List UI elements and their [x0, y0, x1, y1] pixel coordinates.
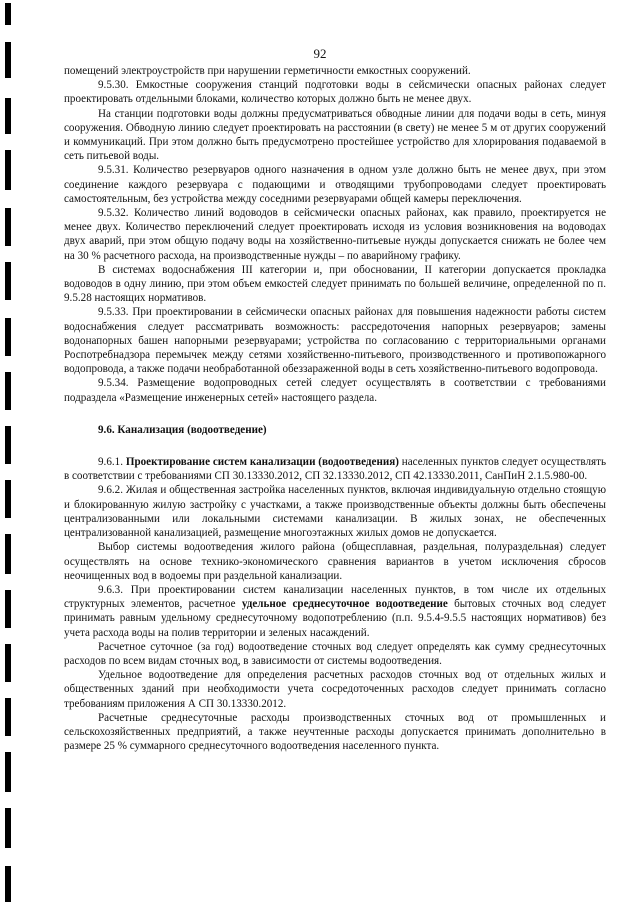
paragraph-continuation: помещений электроустройств при нарушении герметичности емкостных сооружений.	[64, 65, 471, 77]
paragraph-9-5-32: 9.5.32. Количество линий водоводов в сейсмически опасных районах, как правило, проектируется не менее двух. Количество переключений следует проектировать исходя из условия возникновения на водоводах двух аварий, при этом общую подачу воды на хозяйственно-питьевые нужды допускается снижать не более чем на 30 % расчетного расхода, на производственные нужды – по аварийному графику.	[64, 207, 606, 262]
paragraph-9-5-34: 9.5.34. Размещение водопроводных сетей следует осуществлять в соответствии с требованиями подраздела «Размещение инженерных сетей» настоящего раздела.	[64, 377, 606, 404]
paragraph-industrial-discharge: Расчетные среднесуточные расходы производственных сточных вод от промышленных и сельскохозяйственных предприятий, а также неучтенные расходы допускается принимать дополнительно в размере 25 % суммарного среднесуточного водоотведения населенного пункта.	[64, 711, 606, 753]
paragraph-9-5-33: 9.5.33. При проектировании в сейсмически опасных районах для повышения надежности работы систем водоснабжения следует рассматривать возможность: рассредоточения напорных резервуаров; замены водонапорных башен напорными резервуарами; устройства по согласованию с территориальными органами Роспотребнадзора перемычек между сетями хозяйственно-питьевого, производственного и противопожарного водопровода, а также подачи необработанной обеззараженной воды в сеть хозяйственно-питьевого водопровода.	[64, 306, 606, 376]
binding-marks	[5, 0, 13, 905]
paragraph-9-6-1	[64, 455, 606, 483]
paragraph-9-6-1-lead: 9.6.1.	[98, 456, 126, 469]
paragraph-9-6-2: 9.6.2. Жилая и общественная застройка населенных пунктов, включая индивидуальную отдельно стоящую и блокированную жилую застройку с участками, а также производственные объекты должны быть обеспечены централизованными или локальными системами канализации. В жилых зонах, не обеспеченных централизованной канализацией, размещение многоэтажных жилых домов не допускается.	[64, 484, 606, 540]
paragraph-9-6-3-bold: удельное среднесуточное водоотведение	[241, 598, 448, 611]
paragraph-9-6-3	[64, 583, 606, 640]
paragraph-9-6-1-bold: Проектирование систем канализации (водоотведения)	[125, 456, 399, 469]
paragraph-daily-discharge: Расчетное суточное (за год) водоотведение сточных вод следует определять как сумму среднесуточных расходов по всем видам сточных вод, в зависимости от системы водоотведения.	[64, 640, 606, 667]
paragraph-9-6-3-rest: бытовых сточных вод следует принимать равным удельному среднесуточному водопотреблению (п.п. 9.5.4-9.5.5 настоящих нормативов) без учета расхода воды на полив территории и зеленых насаждений.	[64, 598, 607, 639]
paragraph-water-supply-categories: В системах водоснабжения III категории и, при обосновании, II категории допускается прокладка водоводов в одну линию, при этом объем емкостей следует принимать по большей величине, определенной по п. 9.5.28 настоящих нормативов.	[64, 263, 606, 305]
paragraph-9-5-31: 9.5.31. Количество резервуаров одного назначения в одном узле должно быть не менее двух, при этом соединение каждого резервуара с подающими и отводящими трубопроводами следует проектировать самостоятельным, без устройства между соседними резервуарами общей камеры переключения.	[64, 164, 606, 205]
page-number: 92	[313, 46, 327, 61]
paragraph-specific-discharge: Удельное водоотведение для определения расчетных расходов сточных вод от отдельных жилых и общественных зданий при необходимости учета сосредоточенных расходов следует принимать согласно требованиям приложения А СП 30.13330.2012.	[64, 669, 606, 710]
paragraph-9-6-3-lead: 9.6.3. При проектировании систем канализации населенных пунктов, в том числе их отдельных структурных элементов, расчетное	[64, 583, 606, 611]
paragraph-9-6-1-rest: населенных пунктов следует осуществлять в соответствии с требованиями СП 30.13330.2012, СП 32.13330.2012, СП 42.13330.2011, СанПиН 2.1.5.980-00.	[64, 456, 606, 483]
section-heading-9-6: 9.6. Канализация (водоотведение)	[98, 423, 267, 436]
paragraph-system-choice: Выбор системы водоотведения жилого района (общесплавная, раздельная, полураздельная) следует осуществлять на основе технико-экономического сравнения вариантов в учетом исключения сбросов неочищенных вод в водоемы при раздельной канализации.	[64, 541, 606, 582]
paragraph-9-5-30: 9.5.30. Емкостные сооружения станций подготовки воды в сейсмически опасных районах следует проектировать отдельными блоками, количество которых должно быть не менее двух.	[64, 79, 606, 106]
document-body	[64, 64, 606, 753]
paragraph-bypass-lines: На станции подготовки воды должны предусматриваться обводные линии для подачи воды в сеть, минуя сооружения. Обводную линию следует проектировать на расстоянии (в свету) не менее 5 м от других сооружений и коммуникаций. При этом должно быть предусмотрено простейшее устройство для хлорирования подаваемой в сеть питьевой воды.	[64, 107, 606, 163]
